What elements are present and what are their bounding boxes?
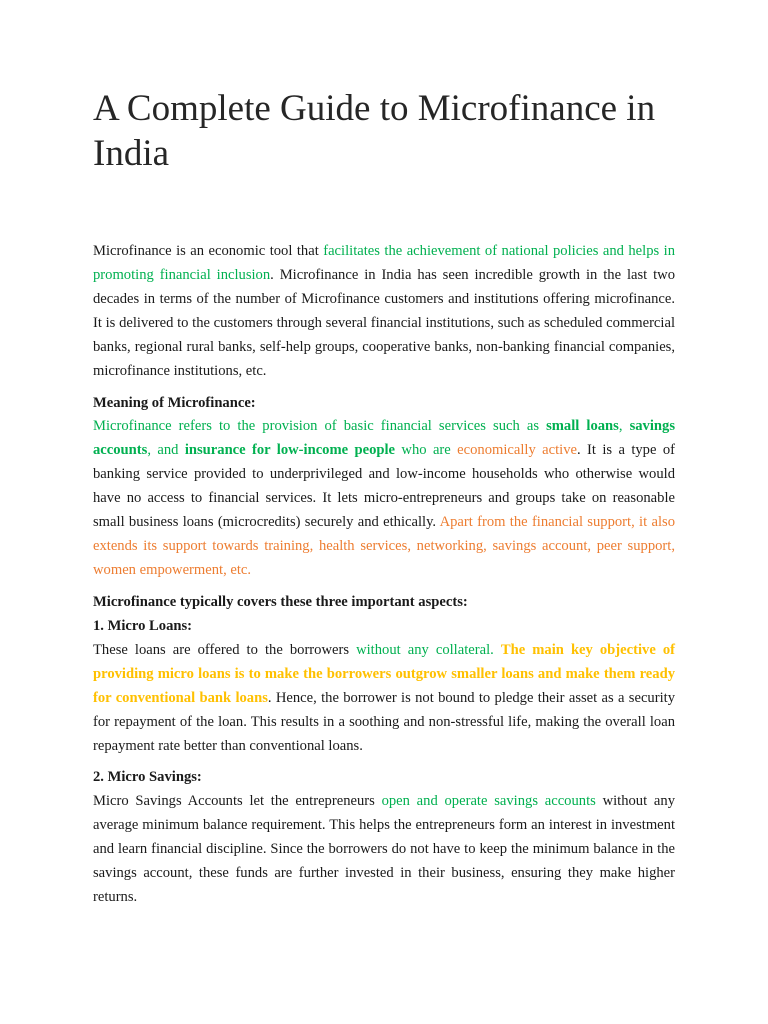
- micro-savings-paragraph: [93, 789, 675, 909]
- meaning-term-small-loans: small loans: [546, 418, 619, 434]
- intro-text: Microfinance is an economic tool that: [93, 243, 324, 259]
- micro-savings-text-rest: without any average minimum balance requirement. This helps the entrepreneurs form an interest in investment and learn financial discipline. Since the borrowers do not have to keep the minimum balance in the savings account, these funds are further invested in their business, ensuring they make higher returns.: [93, 793, 675, 905]
- meaning-who-are: who are: [395, 442, 458, 458]
- micro-savings-text: Micro Savings Accounts let the entrepreneurs: [93, 793, 382, 809]
- micro-loans-text: These loans are offered to the borrowers: [93, 642, 357, 658]
- meaning-highlight: Microfinance refers to the provision of basic financial services such as: [93, 418, 547, 434]
- intro-text-rest: . Microfinance in India has seen incredible growth in the last two decades in terms of the number of Microfinance customers and institutions offering microfinance. It is delivered to the customers through several financial institutions, such as scheduled commercial banks, regional rural banks, self-help groups, cooperative banks, non-banking financial companies, microfinance institutions, etc.: [93, 267, 675, 379]
- meaning-term-savings-accounts: savings accounts: [93, 418, 675, 458]
- micro-loans-period: .: [490, 642, 501, 658]
- intro-paragraph: [93, 239, 675, 383]
- meaning-term-insurance: insurance for low-income people: [184, 442, 396, 458]
- meaning-economically-active: economically active: [457, 442, 577, 458]
- meaning-text: . It is a type of banking service provided to underprivileged and low-income households who otherwise would have no access to financial services. It lets micro-entrepreneurs and groups take on reasonable small business loans (microcredits) securely and ethically.: [93, 442, 675, 530]
- micro-loans-heading: 1. Micro Loans:: [93, 618, 193, 634]
- aspects-heading: Microfinance typically covers these three important aspects:: [93, 594, 468, 610]
- page-title: A Complete Guide to Microfinance in India: [93, 88, 656, 174]
- micro-loans-text-rest: . Hence, the borrower is not bound to pledge their asset as a security for repayment of the loan. This results in a soothing and non-stressful life, making the overall loan repayment rate better than conventional loans.: [93, 690, 675, 754]
- intro-highlight: facilitates the achievement of national policies and helps in promoting financial inclusion: [93, 243, 675, 283]
- meaning-heading: Meaning of Microfinance:: [93, 395, 256, 411]
- meaning-paragraph: [93, 414, 675, 582]
- meaning-support-highlight: Apart from the financial support, it also extends its support towards training, health services, networking, savings account, peer support, women empowerment, etc.: [93, 514, 675, 578]
- meaning-separator: ,: [618, 418, 630, 434]
- micro-loans-objective: The main key objective of providing micro loans is to make the borrowers outgrow smaller loans and make them ready for conventional bank loans: [93, 642, 676, 706]
- meaning-separator-and: , and: [147, 442, 185, 458]
- micro-savings-highlight: open and operate savings accounts: [381, 793, 596, 809]
- micro-loans-collateral: without any collateral: [356, 642, 491, 658]
- micro-savings-heading: 2. Micro Savings:: [93, 769, 202, 785]
- micro-loans-paragraph: [93, 638, 675, 758]
